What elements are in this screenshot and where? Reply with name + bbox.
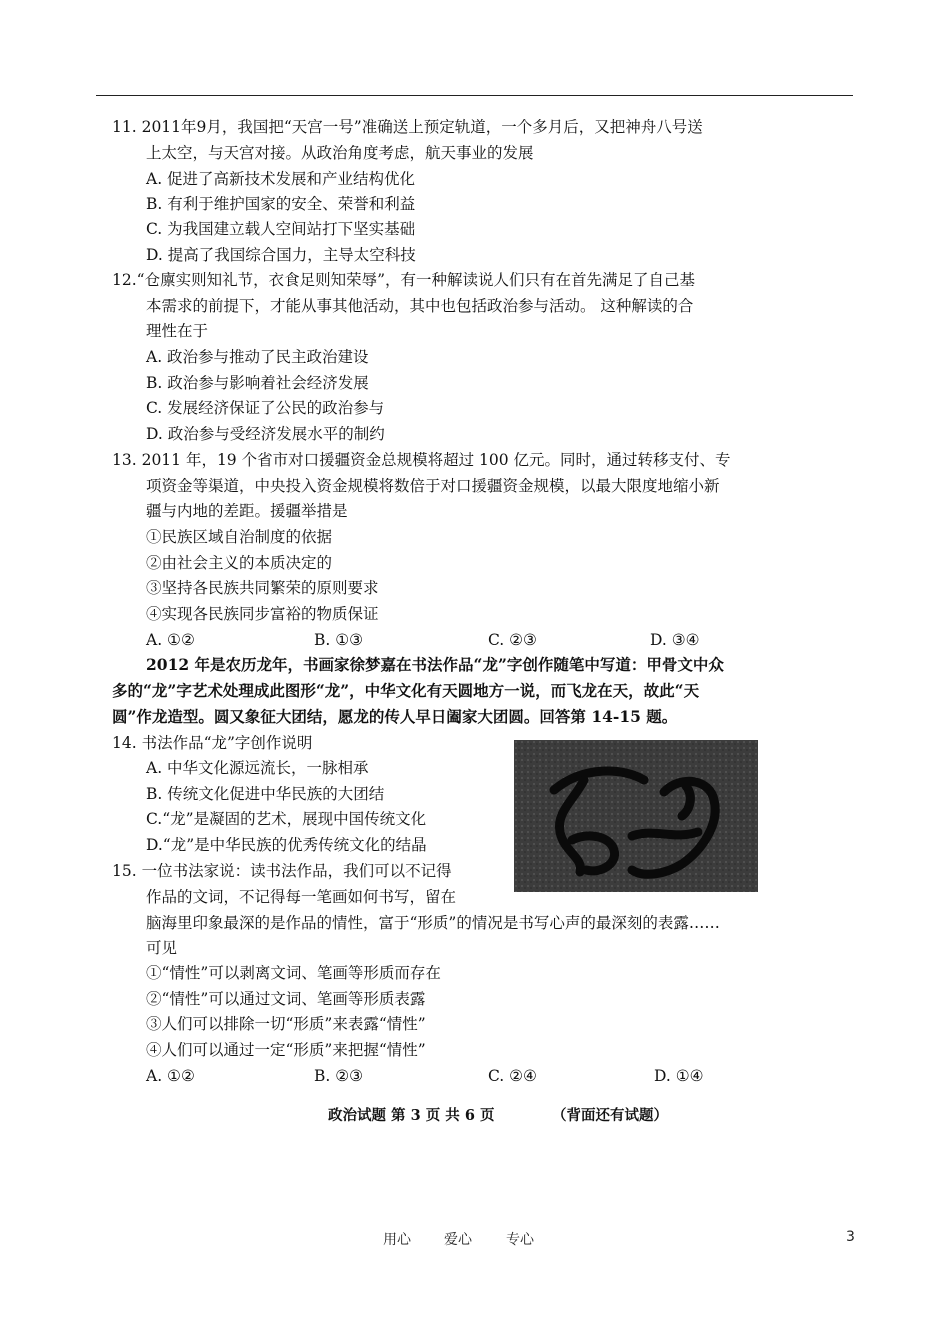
q15-stem-line-2: 作品的文词，不记得每一笔画如何书写，留在 xyxy=(146,888,457,906)
header-rule xyxy=(96,95,853,96)
q15-stem-line-3: 脑海里印象最深的是作品的情性，富于“形质”的情况是书写心声的最深刻的表露…… xyxy=(146,914,720,932)
q15-item-3: ③人们可以排除一切“形质”来表露“情性” xyxy=(146,1015,426,1033)
q15-choice-b: B. ②③ xyxy=(314,1067,364,1085)
q14-option-a: A. 中华文化源远流长，一脉相承 xyxy=(146,759,369,777)
q15-stem-line-4: 可见 xyxy=(146,939,178,957)
q12-option-d: D. 政治参与受经济发展水平的制约 xyxy=(146,425,385,443)
q12-option-c: C. 发展经济保证了公民的政治参与 xyxy=(146,399,385,417)
q11-option-a: A. 促进了高新技术发展和产业结构优化 xyxy=(146,170,416,188)
q12-option-b: B. 政治参与影响着社会经济发展 xyxy=(146,374,369,392)
passage-line-3: 圆”作龙造型。圆又象征大团结，愿龙的传人早日阖家大团圆。回答第 14-15 题。 xyxy=(112,707,678,726)
q15-item-1: ①“情性”可以剥离文词、笔画等形质而存在 xyxy=(146,964,441,982)
q13-stem-line-3: 疆与内地的差距。援疆举措是 xyxy=(146,502,348,520)
q14-stem: 14. 书法作品“龙”字创作说明 xyxy=(112,734,313,752)
q11-option-d: D. 提高了我国综合国力，主导太空科技 xyxy=(146,246,416,264)
q15-item-2: ②“情性”可以通过文词、笔画等形质表露 xyxy=(146,990,426,1008)
dragon-glyph-icon xyxy=(514,740,758,892)
q12-stem-line-3: 理性在于 xyxy=(146,322,209,340)
q11-stem-line-2: 上太空，与天宫对接。从政治角度考虑，航天事业的发展 xyxy=(146,144,534,162)
q13-choice-d: D. ③④ xyxy=(650,631,700,649)
footer-page-label: 政治试题 第 3 页 共 6 页 xyxy=(328,1107,495,1124)
q12-stem-line-2: 本需求的前提下，才能从事其他活动，其中也包括政治参与活动。 这种解读的合 xyxy=(146,297,694,315)
q13-choice-b: B. ①③ xyxy=(314,631,364,649)
dragon-calligraphy-image xyxy=(514,740,758,892)
q11-option-c: C. 为我国建立载人空间站打下坚实基础 xyxy=(146,220,416,238)
bottom-slogan-1: 用心 xyxy=(383,1232,411,1248)
q13-item-3: ③坚持各民族共同繁荣的原则要求 xyxy=(146,579,379,597)
page-number: 3 xyxy=(846,1229,855,1245)
q13-item-4: ④实现各民族同步富裕的物质保证 xyxy=(146,605,379,623)
q15-choice-d: D. ①④ xyxy=(654,1067,704,1085)
q13-item-1: ①民族区域自治制度的依据 xyxy=(146,528,333,546)
q15-item-4: ④人们可以通过一定“形质”来把握“情性” xyxy=(146,1041,426,1059)
q12-stem-line-1: 12.“仓廪实则知礼节，衣食足则知荣辱”，有一种解读说人们只有在首先满足了自己基 xyxy=(112,271,696,289)
passage-line-1: 2012 年是农历龙年，书画家徐梦嘉在书法作品“龙”字创作随笔中写道：甲骨文中众 xyxy=(146,655,724,674)
q15-stem-line-1: 15. 一位书法家说：读书法作品，我们可以不记得 xyxy=(112,862,452,880)
q11-stem-line-1: 11. 2011年9月，我国把“天宫一号”准确送上预定轨道，一个多月后，又把神舟八号送 xyxy=(112,118,703,136)
q13-stem-line-2: 项资金等渠道，中央投入资金规模将数倍于对口援疆资金规模，以最大限度地缩小新 xyxy=(146,477,720,495)
footer-note: （背面还有试题） xyxy=(552,1107,668,1124)
q11-option-b: B. 有利于维护国家的安全、荣誉和利益 xyxy=(146,195,416,213)
q15-choice-c: C. ②④ xyxy=(488,1067,537,1085)
q14-option-d: D.“龙”是中华民族的优秀传统文化的结晶 xyxy=(146,836,427,854)
bottom-slogan-3: 专心 xyxy=(506,1232,534,1248)
q13-choice-a: A. ①② xyxy=(146,631,195,649)
q13-stem-line-1: 13. 2011 年，19 个省市对口援疆资金总规模将超过 100 亿元。同时，通过转移支付、专 xyxy=(112,451,731,469)
q12-option-a: A. 政治参与推动了民主政治建设 xyxy=(146,348,369,366)
q14-option-b: B. 传统文化促进中华民族的大团结 xyxy=(146,785,385,803)
passage-line-2: 多的“龙”字艺术处理成此图形“龙”，中华文化有天圆地方一说，而飞龙在天，故此“天 xyxy=(112,681,700,700)
q13-choice-c: C. ②③ xyxy=(488,631,537,649)
bottom-slogan-2: 爱心 xyxy=(444,1232,472,1248)
q13-item-2: ②由社会主义的本质决定的 xyxy=(146,554,333,572)
q14-option-c: C.“龙”是凝固的艺术，展现中国传统文化 xyxy=(146,810,427,828)
q15-choice-a: A. ①② xyxy=(146,1067,195,1085)
